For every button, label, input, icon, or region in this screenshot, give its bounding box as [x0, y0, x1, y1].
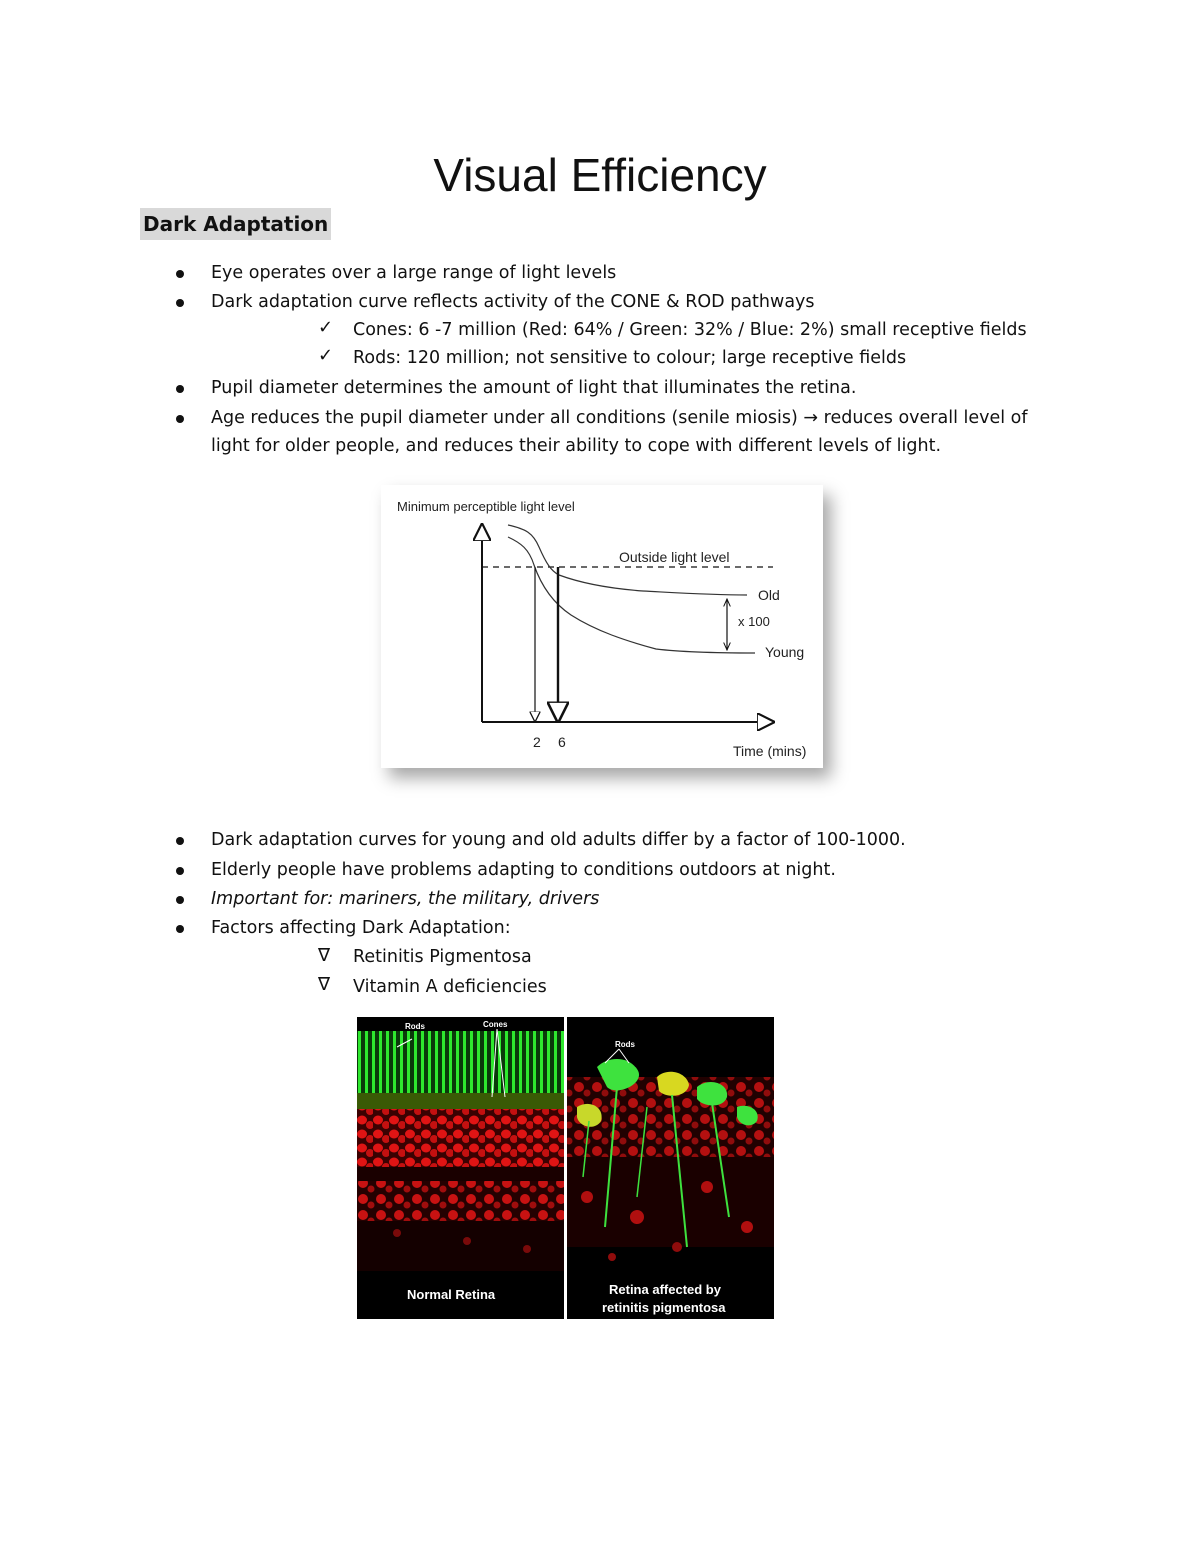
rods-label-left: Rods [405, 1022, 425, 1031]
bullet-text: Pupil diameter determines the amount of light that illuminates the retina. [211, 378, 857, 398]
factor-label: x 100 [738, 614, 770, 629]
bullet-marker [176, 867, 184, 875]
factor-marker-icon: ∇ [318, 974, 331, 995]
check-text: Rods: 120 million; not sensitive to colour; large receptive fields [353, 348, 907, 368]
affected-retina-label-line2: retinitis pigmentosa [602, 1300, 726, 1315]
outside-light-label: Outside light level [619, 549, 730, 565]
old-label: Old [758, 587, 780, 603]
x-tick-6: 6 [558, 734, 566, 750]
chart-ylabel: Minimum perceptible light level [397, 499, 575, 514]
bullet-marker [176, 385, 184, 393]
normal-retina-label: Normal Retina [407, 1287, 496, 1302]
cones-label-left: Cones [483, 1020, 508, 1029]
bullet-text: Factors affecting Dark Adaptation: [211, 918, 511, 938]
check-mark-icon: ✓ [318, 317, 334, 338]
section-heading-dark-adaptation: Dark Adaptation [140, 208, 331, 240]
check-mark-icon: ✓ [318, 345, 334, 366]
bullet-marker [176, 896, 184, 904]
dark-adaptation-chart [381, 485, 823, 768]
young-label: Young [765, 644, 805, 660]
bullet-text: Dark adaptation curves for young and old adults differ by a factor of 100-1000. [211, 830, 906, 850]
bullet-text: Eye operates over a large range of light levels [211, 263, 617, 283]
affected-retina-panel [567, 1017, 774, 1319]
bullet-text: Dark adaptation curve reflects activity of the CONE & ROD pathways [211, 292, 815, 312]
bullet-marker [176, 837, 184, 845]
bullet-text: Important for: mariners, the military, drivers [211, 889, 600, 909]
bullet-marker [176, 925, 184, 933]
bullet-text: Elderly people have problems adapting to conditions outdoors at night. [211, 860, 836, 880]
factor-text: Vitamin A deficiencies [353, 977, 547, 997]
affected-retina-label-line1: Retina affected by [609, 1282, 721, 1297]
bullet-marker [176, 415, 184, 423]
factor-text: Retinitis Pigmentosa [353, 947, 532, 967]
page-title: Visual Efficiency [433, 149, 767, 201]
factor-marker-icon: ∇ [318, 945, 331, 966]
bullet-marker [176, 270, 184, 278]
normal-retina-panel [357, 1017, 564, 1319]
chart-xlabel: Time (mins) [733, 743, 807, 759]
x-tick-2: 2 [533, 734, 541, 750]
dark-adaptation-figure [381, 485, 823, 768]
retina-micrograph [357, 1017, 774, 1319]
rods-label-right: Rods [615, 1040, 635, 1049]
retina-micrograph-image [357, 1017, 774, 1319]
bullet-text: Age reduces the pupil diameter under all conditions (senile miosis) → reduces overall level of light for older people, and reduces their ability to cope with different levels of light. [211, 408, 1028, 456]
check-text: Cones: 6 -7 million (Red: 64% / Green: 32% / Blue: 2%) small receptive fields [353, 320, 1027, 340]
bullet-marker [176, 299, 184, 307]
